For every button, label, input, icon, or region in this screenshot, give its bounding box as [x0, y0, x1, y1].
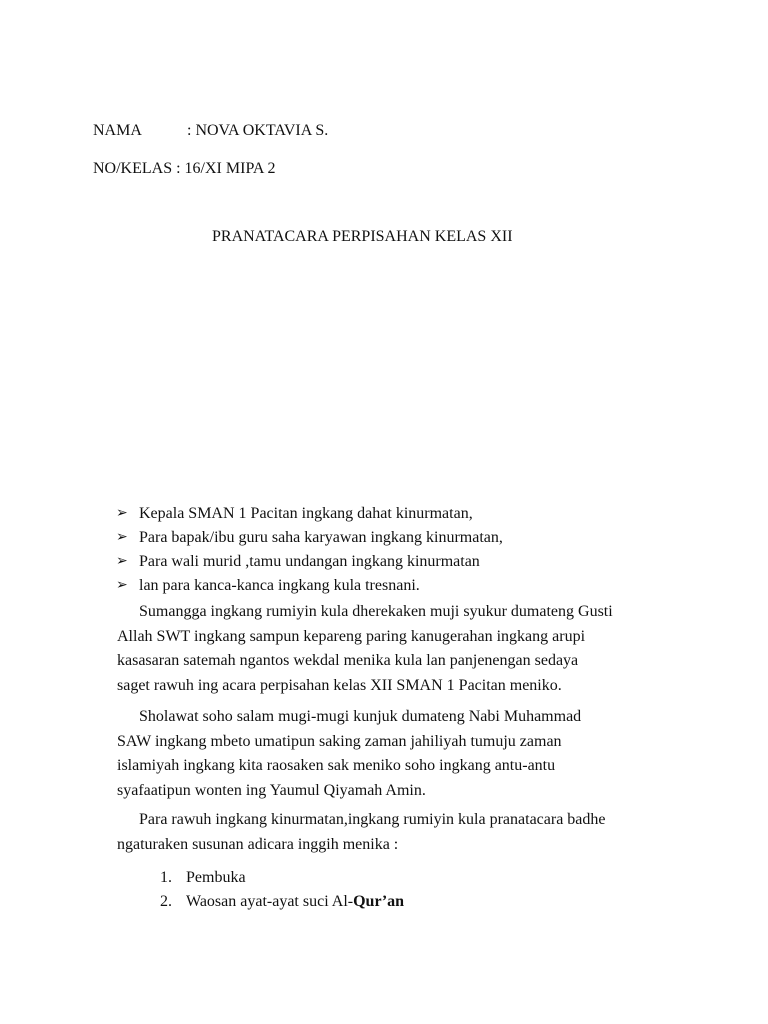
- greeting-text: Kepala SMAN 1 Pacitan ingkang dahat kinurmatan,: [139, 505, 473, 522]
- greeting-text: Para wali murid ,tamu undangan ingkang kinurmatan: [139, 553, 480, 570]
- greeting-text: Para bapak/ibu guru saha karyawan ingkang kinurmatan,: [139, 529, 503, 546]
- nama-value: : NOVA OKTAVIA S.: [187, 122, 329, 139]
- paragraph-line: SAW ingkang mbeto umatipun saking zaman jahiliyah tumuju zaman: [117, 732, 562, 750]
- agenda-text-bold: Qur’an: [353, 893, 405, 910]
- paragraph-line: syafaatipun wonten ing Yaumul Qiyamah Amin.: [117, 781, 426, 799]
- greeting-item: [114, 526, 503, 550]
- agenda-item: [160, 890, 404, 914]
- agenda-number: 1.: [160, 869, 172, 886]
- greeting-text: lan para kanca-kanca ingkang kula tresnani.: [139, 577, 420, 594]
- agenda-text: Pembuka: [186, 869, 246, 886]
- nama-label: NAMA: [93, 122, 142, 139]
- paragraph-line: Sumangga ingkang rumiyin kula dherekaken muji syukur dumateng Gusti: [139, 603, 613, 620]
- paragraph-sholawat: [117, 705, 677, 803]
- paragraph-line: Para rawuh ingkang kinurmatan,ingkang rumiyin kula pranatacara badhe: [139, 811, 606, 828]
- paragraph-line: ngaturaken susunan adicara inggih menika :: [117, 835, 399, 853]
- paragraph-line: kasasaran satemah ngantos wekdal menika kula lan panjenengan sedaya: [117, 652, 579, 669]
- arrowhead-bullet-icon: ➢: [116, 506, 128, 521]
- paragraph-susunan: [117, 808, 677, 857]
- agenda-text: Waosan ayat-ayat suci Al-: [186, 893, 354, 910]
- arrowhead-bullet-icon: ➢: [116, 530, 128, 545]
- paragraph-syukur: [117, 600, 677, 698]
- greeting-list: [114, 502, 503, 598]
- paragraph-line: Sholawat soho salam mugi-mugi kunjuk dumateng Nabi Muhammad: [139, 708, 582, 725]
- agenda-item: [160, 866, 404, 890]
- paragraph-line: saget rawuh ing acara perpisahan kelas XII SMAN 1 Pacitan meniko.: [117, 676, 562, 694]
- arrowhead-bullet-icon: ➢: [116, 578, 128, 593]
- document-title: PRANATACARA PERPISAHAN KELAS XII: [212, 228, 513, 245]
- agenda-number: 2.: [160, 893, 172, 910]
- arrowhead-bullet-icon: ➢: [116, 554, 128, 569]
- greeting-item: [114, 502, 503, 526]
- greeting-item: [114, 550, 503, 574]
- paragraph-line: islamiyah ingkang kita raosaken sak meniko soho ingkang antu-antu: [117, 757, 556, 774]
- greeting-item: [114, 574, 503, 598]
- paragraph-line: Allah SWT ingkang sampun kepareng paring kanugerahan ingkang arupi: [117, 627, 586, 645]
- kelas-line: NO/KELAS : 16/XI MIPA 2: [93, 160, 276, 177]
- agenda-list: [160, 866, 404, 914]
